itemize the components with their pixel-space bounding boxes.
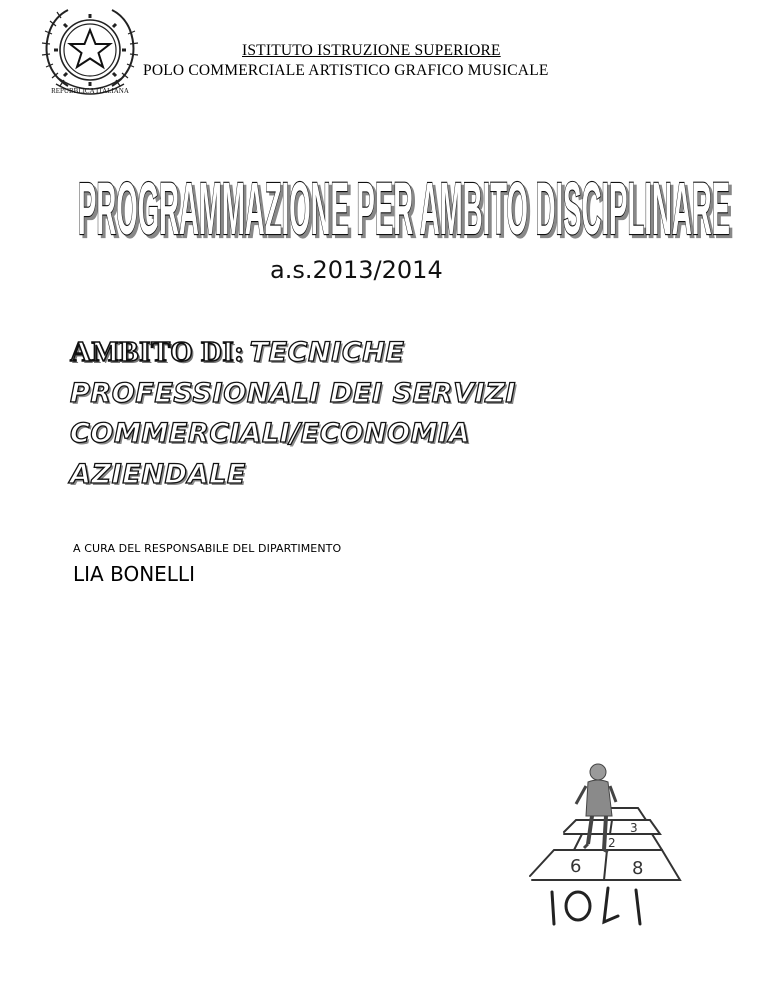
hopscotch-number: 3 <box>630 821 638 835</box>
curator-label: A CURA DEL RESPONSABILE DEL DIPARTIMENTO <box>73 542 342 555</box>
page-title <box>74 170 734 252</box>
institute-name: ISTITUTO ISTRUZIONE SUPERIORE <box>242 42 501 59</box>
hopscotch-number: 2 <box>608 836 616 850</box>
hopscotch-child-icon <box>512 746 702 932</box>
school-year: a.s.2013/2014 <box>270 256 443 284</box>
ambito-label: AMBITO DI: <box>70 336 245 368</box>
repubblica-italiana-emblem-icon <box>38 4 142 102</box>
ambito-block <box>70 333 630 495</box>
hopscotch-number: 8 <box>632 858 644 879</box>
svg-text:REPUBBLICA ITALIANA: REPUBBLICA ITALIANA <box>51 87 129 95</box>
curator-name: LIA BONELLI <box>73 562 195 586</box>
ambito-text: TECNICHE PROFESSIONALI DEI SERVIZI COMMERCIALI/ECONOMIA AZIENDALE <box>70 337 517 490</box>
hopscotch-number: 6 <box>570 856 582 877</box>
institute-division: POLO COMMERCIALE ARTISTICO GRAFICO MUSICALE <box>143 62 549 79</box>
main-title-text: PROGRAMMAZIONE PER AMBITO DISCIPLINARE <box>78 170 730 250</box>
